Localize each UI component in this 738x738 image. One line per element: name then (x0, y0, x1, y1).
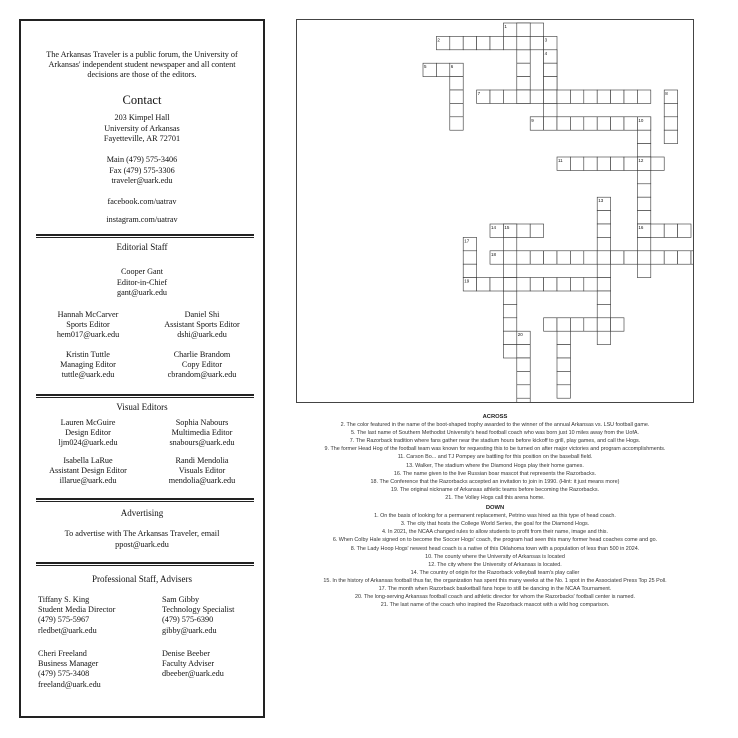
across-heading: ACROSS (482, 414, 508, 420)
clue-number: 15 (504, 225, 510, 230)
staff-card: Hannah McCarver Sports Editor hem017@uark.edu (56, 310, 120, 340)
crossword-cell[interactable] (597, 157, 610, 170)
crossword-cell[interactable] (503, 36, 516, 49)
crossword-cell[interactable] (477, 36, 490, 49)
crossword-cell[interactable] (503, 264, 516, 277)
crossword-cell[interactable] (557, 345, 570, 358)
divider (36, 498, 254, 500)
crossword-cell[interactable] (530, 224, 543, 237)
down-clue: 14. The country of origin for the Razorback volleyball team's play caller (410, 569, 580, 576)
crossword-cell[interactable] (597, 117, 610, 130)
crossword-cell[interactable] (450, 103, 463, 116)
crossword-cell[interactable] (651, 157, 664, 170)
advertising-title: Advertising (120, 508, 164, 518)
crossword-cell[interactable] (530, 36, 543, 49)
crossword-cell[interactable] (597, 304, 610, 317)
crossword-cell[interactable] (570, 90, 583, 103)
crossword-cell[interactable] (517, 371, 530, 384)
down-clue: 10. The county where the University of Arkansas is located (425, 553, 565, 560)
clue-number: 20 (517, 332, 523, 338)
crossword-cell[interactable] (503, 318, 516, 331)
crossword-cell[interactable] (517, 278, 530, 291)
crossword-cell[interactable] (557, 331, 570, 344)
crossword-cell[interactable] (584, 90, 597, 103)
down-clue: 21. The last name of the coach who inspired the Razorback mascot with a wild hog comparison. (380, 602, 610, 609)
crossword-clues (296, 413, 694, 609)
clue-number: 9 (531, 117, 534, 123)
crossword-cell[interactable] (664, 117, 677, 130)
crossword-cell[interactable] (517, 90, 530, 103)
across-clue: 11. Carson Bo... and TJ Pompey are battling for this position on the baseball field. (397, 454, 593, 461)
crossword-cell[interactable] (517, 224, 530, 237)
crossword-cell[interactable] (503, 331, 516, 344)
crossword-cell[interactable] (570, 117, 583, 130)
across-clue: 19. The original nickname of Arkansas athletic teams before becoming the Razorbacks. (390, 486, 600, 493)
crossword-cell[interactable] (450, 77, 463, 90)
crossword-cell[interactable] (450, 36, 463, 49)
staff-card: Lauren McGuire Design Editor ljm024@uark.edu (58, 418, 118, 448)
crossword-cell[interactable] (544, 117, 557, 130)
crossword-cell[interactable] (584, 318, 597, 331)
down-clue: 17. The month when Razorback basketball fans hope to still be dancing in the NCAA Tournament. (378, 585, 612, 592)
crossword-cell[interactable] (530, 278, 543, 291)
crossword-cell[interactable] (611, 318, 624, 331)
crossword-cell[interactable] (678, 224, 691, 237)
across-clue: 9. The former Head Hog of the football team was known for requesting this to be turned on after major victories and program accomplishments. (324, 446, 666, 453)
crossword-cell[interactable] (490, 278, 503, 291)
crossword-cell[interactable] (570, 318, 583, 331)
crossword-cell[interactable] (503, 90, 516, 103)
crossword-cell[interactable] (691, 251, 693, 264)
clue-number: 14 (491, 225, 497, 230)
crossword-cell[interactable] (664, 251, 677, 264)
clue-number: 13 (598, 198, 604, 204)
crossword-cell[interactable] (517, 251, 530, 264)
instagram-link[interactable]: instagram.com/uatrav (106, 215, 178, 224)
crossword-cell[interactable] (637, 237, 650, 250)
crossword-cell[interactable] (557, 90, 570, 103)
crossword-cell[interactable] (503, 291, 516, 304)
down-clue: 12. The city where the University of Arkansas is located. (428, 561, 562, 568)
clue-number: 6 (450, 64, 454, 70)
crossword-cell[interactable] (597, 278, 610, 291)
crossword-cell[interactable] (517, 398, 530, 402)
crossword-cell[interactable] (477, 278, 490, 291)
crossword-cell[interactable] (611, 90, 624, 103)
staff-card: Cheri Freeland Business Manager (479) 575-3408 freeland@uark.edu (38, 649, 101, 689)
crossword-cell[interactable] (637, 144, 650, 157)
crossword-cell[interactable] (570, 251, 583, 264)
crossword-cell[interactable] (597, 211, 610, 224)
crossword-cell[interactable] (597, 237, 610, 250)
crossword-cell[interactable] (450, 90, 463, 103)
crossword-cell[interactable] (557, 117, 570, 130)
staff-card: Sam Gibby Technology Specialist (479) 575-6390 gibby@uark.edu (162, 595, 235, 635)
crossword-cell[interactable] (570, 278, 583, 291)
clue-number: 11 (558, 158, 563, 163)
crossword-cell[interactable] (624, 117, 637, 130)
crossword-cell[interactable] (517, 23, 530, 36)
crossword-cell[interactable] (624, 157, 637, 170)
crossword-cell[interactable] (544, 251, 557, 264)
crossword-cell[interactable] (637, 184, 650, 197)
across-clue-list (296, 421, 694, 502)
crossword-cell[interactable] (637, 130, 650, 143)
crossword-cell[interactable] (503, 251, 516, 264)
crossword-cell[interactable] (503, 304, 516, 317)
crossword-cell[interactable] (557, 318, 570, 331)
divider (36, 394, 254, 396)
staff-card: Tiffany S. King Student Media Director (479) 575-5967 rledbet@uark.edu (38, 595, 116, 635)
staff-card: Daniel Shi Assistant Sports Editor dshi@uark.edu (164, 310, 240, 340)
crossword-cell[interactable] (637, 211, 650, 224)
advertising-text: To advertise with The Arkansas Traveler, email ppost@uark.edu (64, 529, 220, 549)
down-clue: 4. In 2021, the NCAA changed rules to allow students to profit from their name, image and this. (382, 529, 608, 536)
crossword-cell[interactable] (584, 117, 597, 130)
clue-number: 8 (665, 91, 668, 96)
crossword-cell[interactable] (584, 157, 597, 170)
crossword-cell[interactable] (530, 90, 543, 103)
crossword-cell[interactable] (637, 197, 650, 210)
down-clue: 1. On the basis of looking for a permanent replacement, Petrino was hired as this type of head coach. (374, 513, 616, 520)
crossword-puzzle (296, 19, 694, 403)
clue-number: 16 (638, 225, 644, 230)
crossword-cell[interactable] (637, 264, 650, 277)
crossword-cell[interactable] (611, 251, 624, 264)
crossword-cell[interactable] (517, 385, 530, 398)
crossword-cell[interactable] (557, 251, 570, 264)
crossword-cell[interactable] (557, 385, 570, 398)
crossword-cell[interactable] (597, 251, 610, 264)
staff-card: Kristin Tuttle Managing Editor tuttle@uark.edu (60, 350, 116, 380)
crossword-cell[interactable] (597, 318, 610, 331)
crossword-cell[interactable] (664, 130, 677, 143)
crossword-cell[interactable] (664, 103, 677, 116)
crossword-cell[interactable] (517, 358, 530, 371)
clue-number: 10 (638, 117, 644, 123)
crossword-cell[interactable] (436, 63, 449, 76)
intro-text: The Arkansas Traveler is a public forum, the University of Arkansas' independent student newspaper and all content decisions are those of the editors. (46, 50, 238, 79)
staff-card: Sophia Nabours Multimedia Editor snabours@uark.edu (169, 418, 235, 448)
divider (36, 234, 254, 236)
across-clue: 21. The Volley Hogs call this arena home. (445, 494, 545, 501)
crossword-cell[interactable] (503, 237, 516, 250)
contact-address: 203 Kimpel Hall University of Arkansas Fayetteville, AR 72701 (103, 113, 181, 143)
crossword-cell[interactable] (530, 251, 543, 264)
clue-number: 2 (437, 37, 440, 43)
main-phone: Main (479) 575-3406 (106, 155, 178, 164)
clue-number: 7 (477, 91, 481, 96)
clue-number: 4 (544, 50, 548, 56)
crossword-cell[interactable] (637, 251, 650, 264)
crossword-cell[interactable] (637, 170, 650, 183)
crossword-cell[interactable] (544, 103, 557, 116)
crossword-cell[interactable] (624, 251, 637, 264)
down-clue: 8. The Lady Hoop Hogs' newest head coach is a native of this Oklahoma town with a population of less than 500 in 2024. (350, 545, 640, 552)
facebook-link[interactable]: facebook.com/uatrav (107, 197, 177, 206)
crossword-cell[interactable] (611, 117, 624, 130)
across-clue: 16. The name given to the live Russian boar mascot that represents the Razorbacks. (393, 470, 597, 477)
editor-in-chief: Cooper Gant Editor-in-Chief gant@uark.edu (116, 267, 168, 297)
crossword-cell[interactable] (664, 224, 677, 237)
contact-email[interactable]: traveler@uark.edu (111, 176, 173, 185)
crossword-cell[interactable] (530, 23, 543, 36)
crossword-cell[interactable] (544, 90, 557, 103)
down-clue: 3. The city that hosts the College World Series, the goal for the Diamond Hogs. (400, 521, 590, 528)
across-clue: 2. The color featured in the name of the boot-shaped trophy awarded to the winner of the annual Arkansas vs. LSU football game. (340, 422, 650, 429)
crossword-cell[interactable] (463, 264, 476, 277)
crossword-cell[interactable] (463, 36, 476, 49)
visual-editors-title: Visual Editors (116, 402, 168, 412)
across-clue: 7. The Razorback tradition where fans gather near the stadium hours before kickoff to grill, play games, and call the Hogs. (349, 438, 641, 445)
clue-number: 19 (464, 278, 470, 284)
clue-number: 12 (638, 158, 644, 163)
down-clue-list (296, 512, 694, 609)
crossword-cell[interactable] (517, 63, 530, 76)
crossword-cell[interactable] (503, 345, 516, 358)
crossword-cell[interactable] (557, 358, 570, 371)
crossword-cell[interactable] (517, 36, 530, 49)
professional-staff-title: Professional Staff, Advisers (91, 574, 193, 584)
crossword-cell[interactable] (490, 36, 503, 49)
clue-number: 18 (491, 251, 497, 257)
crossword-cell[interactable] (597, 291, 610, 304)
crossword-cell[interactable] (490, 90, 503, 103)
clue-number: 5 (424, 64, 427, 70)
crossword-cell[interactable] (557, 278, 570, 291)
crossword-cell[interactable] (651, 224, 664, 237)
across-clue: 18. The Conference that the Razorbacks accepted an invitation to join in 1990. (Hint: it just means more) (370, 478, 620, 485)
crossword-grid[interactable] (297, 20, 693, 402)
down-heading: DOWN (485, 505, 505, 512)
crossword-cell[interactable] (517, 345, 530, 358)
editorial-staff-title: Editorial Staff (116, 242, 168, 252)
staff-card: Charlie Brandom Copy Editor cbrandom@uark.edu (167, 350, 237, 380)
staff-card: Denise Beeber Faculty Adviser dbeeber@uark.edu (162, 649, 224, 679)
crossword-cell[interactable] (517, 77, 530, 90)
crossword-cell[interactable] (503, 278, 516, 291)
contact-phones (21, 155, 263, 187)
crossword-cell[interactable] (463, 251, 476, 264)
crossword-cell[interactable] (597, 331, 610, 344)
crossword-cell[interactable] (450, 117, 463, 130)
crossword-cell[interactable] (584, 278, 597, 291)
crossword-cell[interactable] (637, 90, 650, 103)
crossword-cell[interactable] (584, 251, 597, 264)
across-clue: 13. Walker, The stadium where the Diamond Hogs play their home games. (406, 462, 584, 469)
crossword-cell[interactable] (597, 224, 610, 237)
crossword-cell[interactable] (544, 77, 557, 90)
contact-title: Contact (122, 93, 162, 107)
down-clue: 6. When Colby Hale signed on to become the Soccer Hogs' coach, the program had seen this many former head coaches come and go. (332, 537, 658, 544)
crossword-cell[interactable] (544, 318, 557, 331)
clue-number: 1 (504, 24, 507, 29)
crossword-cell[interactable] (624, 90, 637, 103)
clue-number: 17 (464, 238, 470, 244)
staff-card: Isabella LaRue Assistant Design Editor illarue@uark.edu (49, 456, 127, 486)
crossword-cell[interactable] (651, 251, 664, 264)
crossword-cell[interactable] (557, 371, 570, 384)
crossword-cell[interactable] (517, 50, 530, 63)
crossword-cell[interactable] (544, 278, 557, 291)
crossword-cell[interactable] (597, 264, 610, 277)
masthead-sidebar (19, 19, 265, 718)
crossword-cell[interactable] (544, 63, 557, 76)
across-clue: 5. The last name of Southern Methodist University's head football coach who was born just 10 miles away from the UofA. (351, 430, 639, 437)
down-clue: 20. The long-serving Arkansas football coach and athletic director for whom the Razorbacks' football center is named. (355, 594, 635, 601)
crossword-cell[interactable] (570, 157, 583, 170)
down-clue: 15. In the history of Arkansas football thus far, the organization has spent this many weeks at the No. 1 spot in the Associated Press Top 25 Poll. (323, 577, 667, 584)
crossword-cell[interactable] (611, 157, 624, 170)
divider (36, 562, 254, 564)
clue-number: 3 (544, 37, 548, 43)
staff-card: Randi Mendolia Visuals Editor mendolia@uark.edu (168, 456, 236, 486)
crossword-cell[interactable] (597, 90, 610, 103)
crossword-cell[interactable] (678, 251, 691, 264)
fax-number: Fax (479) 575-3306 (109, 165, 175, 175)
